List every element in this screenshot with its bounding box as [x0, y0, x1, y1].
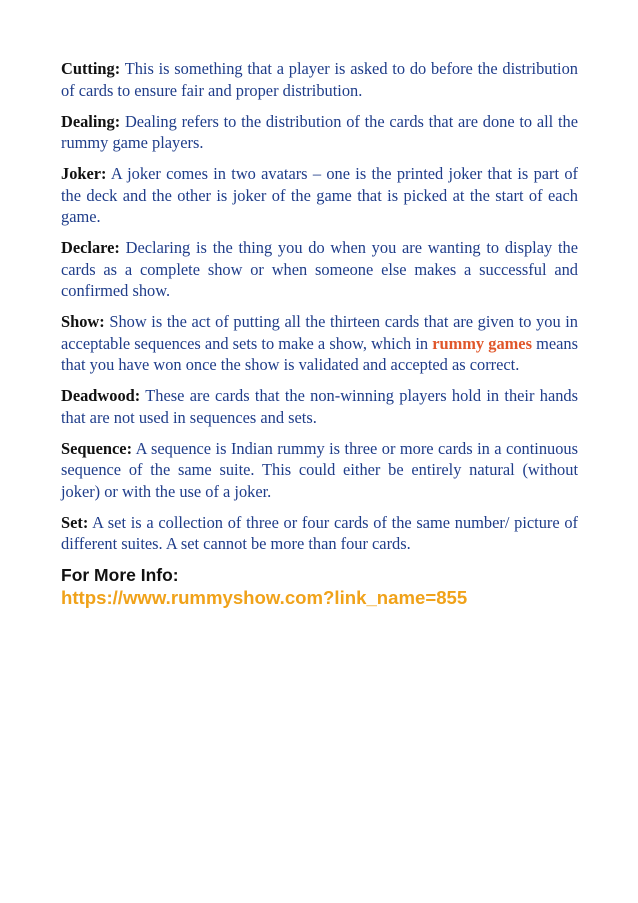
glossary-definition: A set is a collection of three or four cards of the same number/ picture of different suites. A set cannot be more than four cards.: [61, 512, 579, 553]
glossary-definition: A sequence is Indian rummy is three or more cards in a continuous sequence of the same suite. This could either be entirely natural (without joker) or with the use of a joker.: [61, 438, 578, 501]
glossary-page: [61, 58, 578, 610]
glossary-entry-show: [61, 311, 578, 376]
glossary-term: Dealing:: [61, 111, 121, 131]
glossary-term: Declare:: [61, 238, 120, 257]
glossary-term: Set:: [61, 512, 89, 532]
glossary-entry-declare: [61, 237, 578, 302]
glossary-definition: This is something that a player is asked to do before the distribution of cards to ensure fair and proper distribution.: [61, 59, 578, 100]
glossary-term: Sequence:: [61, 438, 133, 458]
glossary-entry-set: [61, 512, 578, 555]
glossary-term: Show:: [61, 312, 105, 331]
glossary-definition: A joker comes in two avatars – one is the printed joker that is part of the deck and the other is joker of the game that is picked at the start of each game.: [61, 164, 578, 226]
glossary-definition-start: Show is the act of putting all the thirteen cards that are given to you in acceptable sequences and sets to make a show, which in: [61, 312, 578, 353]
glossary-entry-joker: [61, 163, 578, 228]
glossary-definition: These are cards that the non-winning players hold in their hands that are not used in sequences and sets.: [61, 386, 578, 427]
rummy-games-link[interactable]: rummy games: [432, 333, 532, 353]
glossary-definition: Dealing refers to the distribution of the cards that are done to all the rummy game players.: [61, 111, 578, 152]
glossary-entry-sequence: [61, 438, 578, 503]
glossary-definition: Declaring is the thing you do when you are wanting to display the cards as a complete show or when someone else makes a successful and confirmed show.: [61, 238, 578, 300]
glossary-term: Cutting:: [61, 59, 121, 78]
glossary-entry-dealing: [61, 111, 578, 154]
more-info-link[interactable]: https://www.rummyshow.com?link_name=855: [61, 587, 468, 608]
glossary-definition-end: means that you have won once the show is validated and accepted as correct.: [61, 333, 578, 374]
glossary-entry-deadwood: [61, 385, 578, 428]
glossary-term: Deadwood:: [61, 386, 141, 405]
glossary-entry-cutting: [61, 58, 578, 101]
glossary-term: Joker:: [61, 164, 107, 183]
more-info-label: For More Info:: [61, 565, 179, 585]
